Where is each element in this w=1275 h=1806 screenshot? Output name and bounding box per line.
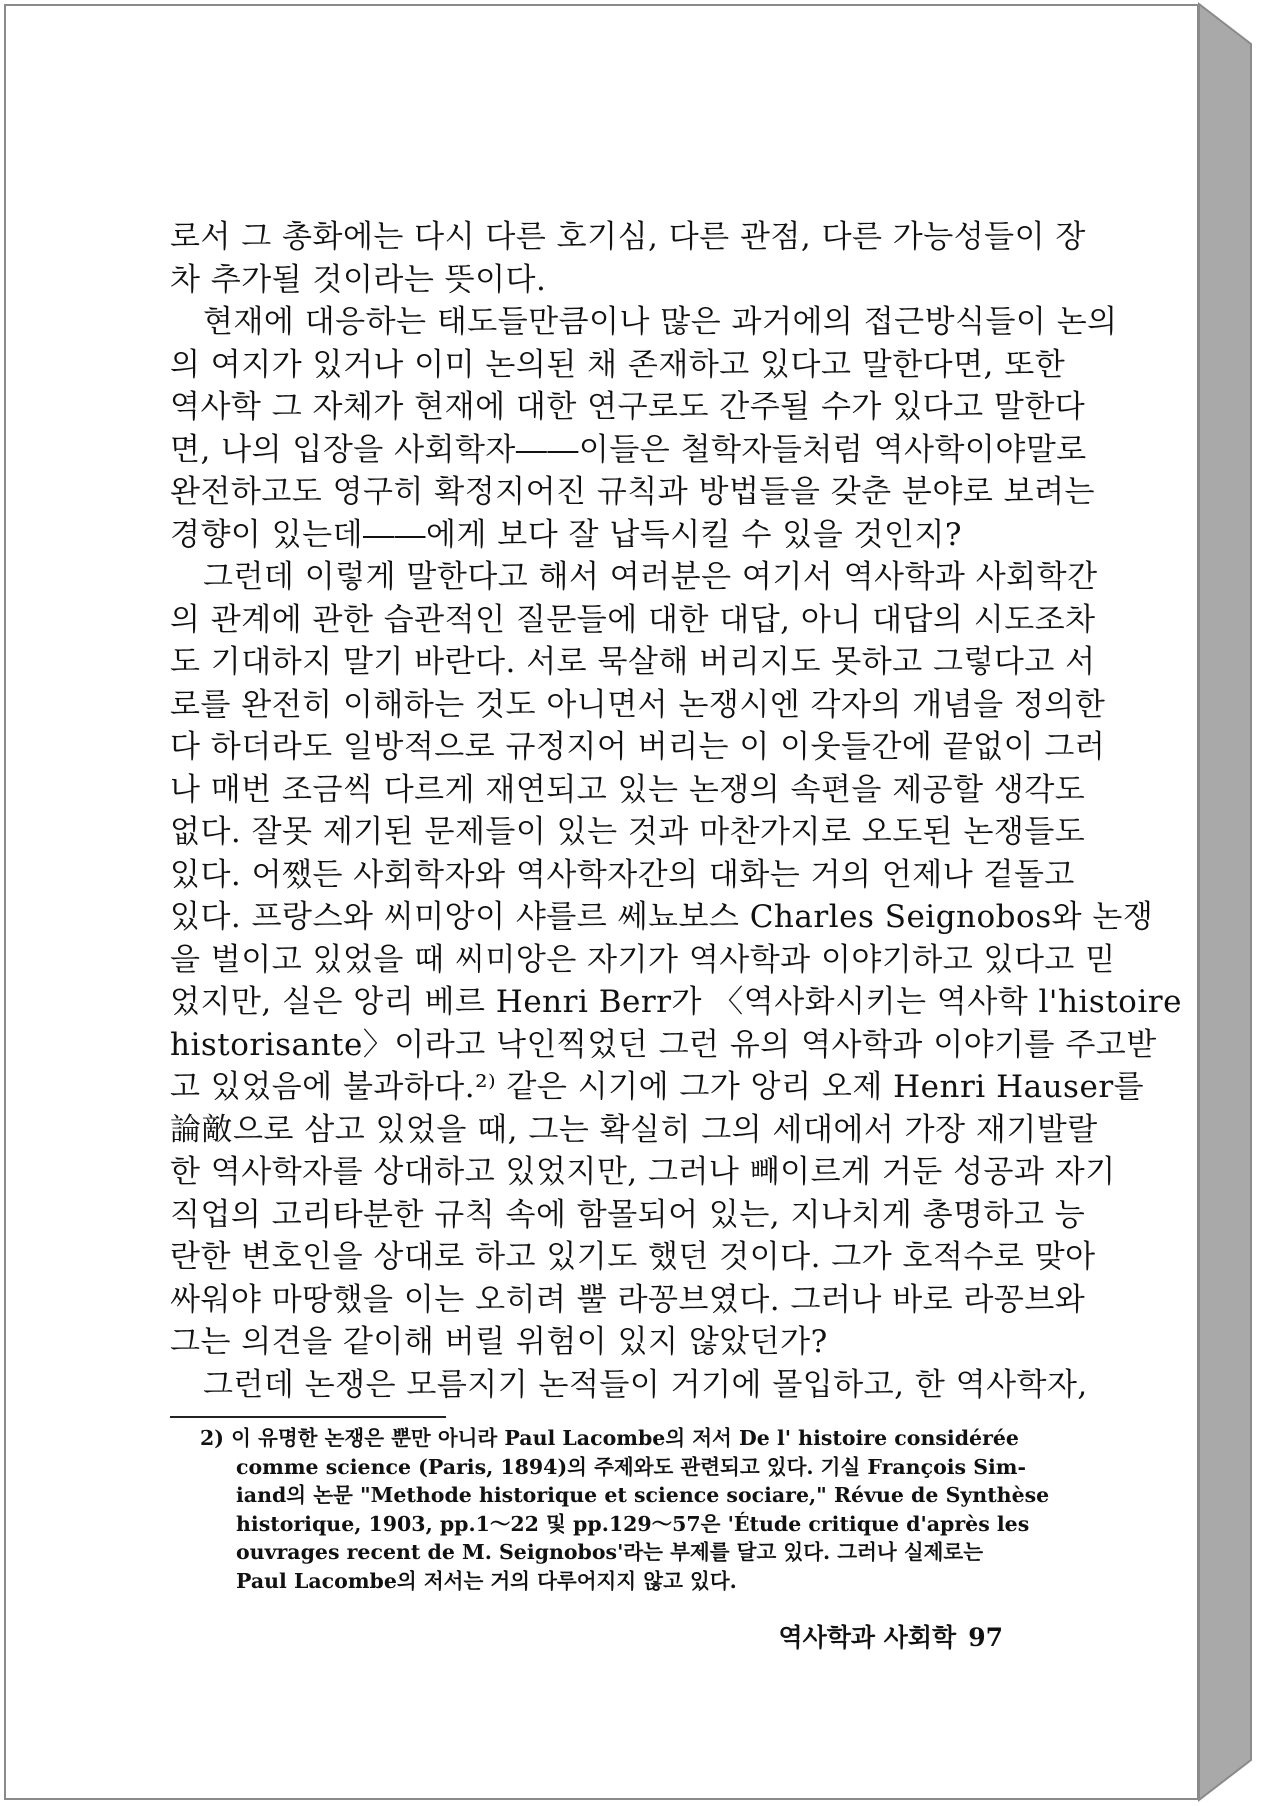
text-line: 있다. 프랑스와 씨미앙이 샤를르 쎄뇨보스 Charles Seignobos와 논쟁 (170, 899, 1154, 935)
text-line: 그는 의견을 같이해 버릴 위험이 있지 않았던가? (170, 1324, 828, 1360)
text-line: 완전하고도 영구히 확정지어진 규칙과 방법들을 갖춘 분야로 보려는 (170, 474, 1095, 510)
footnotes (200, 1424, 1050, 1595)
text-line: 로를 완전히 이해하는 것도 아니면서 논쟁시엔 각자의 개념을 정의한 (170, 686, 1106, 723)
text-line: 직업의 고리타분한 규칙 속에 함몰되어 있는, 지나치게 총명하고 능 (170, 1196, 1086, 1233)
text-line: historisante〉이라고 낙인찍었던 그런 유의 역사학과 이야기를 주고받 (170, 1026, 1157, 1063)
text-line: 論敵으로 삼고 있었을 때, 그는 확실히 그의 세대에서 가장 재기발랄 (170, 1111, 1098, 1148)
text-line: 면, 나의 입장을 사회학자――이들은 철학자들처럼 역사학이야말로 (170, 431, 1087, 468)
running-title: 역사학과 사회학 (778, 1623, 957, 1652)
text-line: 그런데 이렇게 말한다고 해서 여러분은 여기서 역사학과 사회학간 (203, 559, 1098, 595)
running-footer (766, 1618, 1003, 1654)
text-line: 경향이 있는데――에게 보다 잘 납득시킬 수 있을 것인지? (170, 516, 962, 553)
text-line: 없다. 잘못 제기된 문제들이 있는 것과 마찬가지로 오도된 논쟁들도 (170, 814, 1086, 850)
footnote-line: Paul Lacombe의 저서는 거의 다루어지지 않고 있다. (236, 1568, 737, 1593)
footnote-line: comme science (Paris, 1894)의 주제와도 관련되고 있다. 기실 François Sim- (236, 1454, 1026, 1479)
text-line: 싸워야 마땅했을 이는 오히려 뿔 라꽁브였다. 그러나 바로 라꽁브와 (170, 1281, 1086, 1318)
text-line: 도 기대하지 말기 바란다. 서로 묵살해 버리지도 못하고 그렇다고 서 (170, 644, 1096, 680)
page-number: 97 (968, 1623, 1003, 1652)
footnote-line: ouvrages recent de M. Seignobos'라는 부제를 달고 있다. 그러나 실제로는 (236, 1540, 984, 1564)
text-line: 의 관계에 관한 습관적인 질문들에 대한 대답, 아니 대답의 시도조차 (170, 601, 1096, 638)
text-line: 차 추가될 것이라는 뜻이다. (170, 261, 547, 298)
body-text (170, 216, 1182, 1406)
text-line: 있다. 어쨌든 사회학자와 역사학자간의 대화는 거의 언제나 겉돌고 (170, 856, 1075, 893)
text-line: 었지만, 실은 앙리 베르 Henri Berr가 〈역사화시키는 역사학 l'histoire (170, 984, 1182, 1020)
text-line: 란한 변호인을 상대로 하고 있기도 했던 것이다. 그가 호적수로 맞아 (170, 1239, 1096, 1275)
footnote-line: iand의 논문 "Methode historique et science sociare," Révue de Synthèse (236, 1483, 1050, 1507)
text-line: 다 하더라도 일방적으로 규정지어 버리는 이 이웃들간에 끝없이 그러 (170, 729, 1106, 765)
text-line: 고 있었음에 불과하다.²⁾ 같은 시기에 그가 앙리 오제 Henri Hauser를 (170, 1069, 1145, 1105)
footnote-line: 2) 이 유명한 논쟁은 뿐만 아니라 Paul Lacombe의 저서 De l' histoire considérée (200, 1426, 1019, 1450)
text-line: 현재에 대응하는 태도들만큼이나 많은 과거에의 접근방식들이 논의 (203, 304, 1118, 340)
page-side-edge (1199, 4, 1259, 1800)
footnote-line: historique, 1903, pp.1～22 및 pp.129～57은 'Étude critique d'après les (236, 1511, 1030, 1536)
text-line: 로서 그 총화에는 다시 다른 호기심, 다른 관점, 다른 가능성들이 장 (170, 219, 1086, 255)
text-line: 의 여지가 있거나 이미 논의된 채 존재하고 있다고 말한다면, 또한 (170, 346, 1066, 383)
text-line: 그런데 논쟁은 모름지기 논적들이 거기에 몰입하고, 한 역사학자, (203, 1366, 1088, 1403)
text-line: 나 매번 조금씩 다르게 재연되고 있는 논쟁의 속편을 제공할 생각도 (170, 771, 1086, 808)
text-line: 을 벌이고 있었을 때 씨미앙은 자기가 역사학과 이야기하고 있다고 믿 (170, 941, 1116, 978)
text-line: 한 역사학자를 상대하고 있었지만, 그러나 빼이르게 거둔 성공과 자기 (170, 1154, 1116, 1190)
text-line: 역사학 그 자체가 현재에 대한 연구로도 간주될 수가 있다고 말한다 (170, 389, 1086, 425)
footnote-rule (170, 1416, 446, 1418)
